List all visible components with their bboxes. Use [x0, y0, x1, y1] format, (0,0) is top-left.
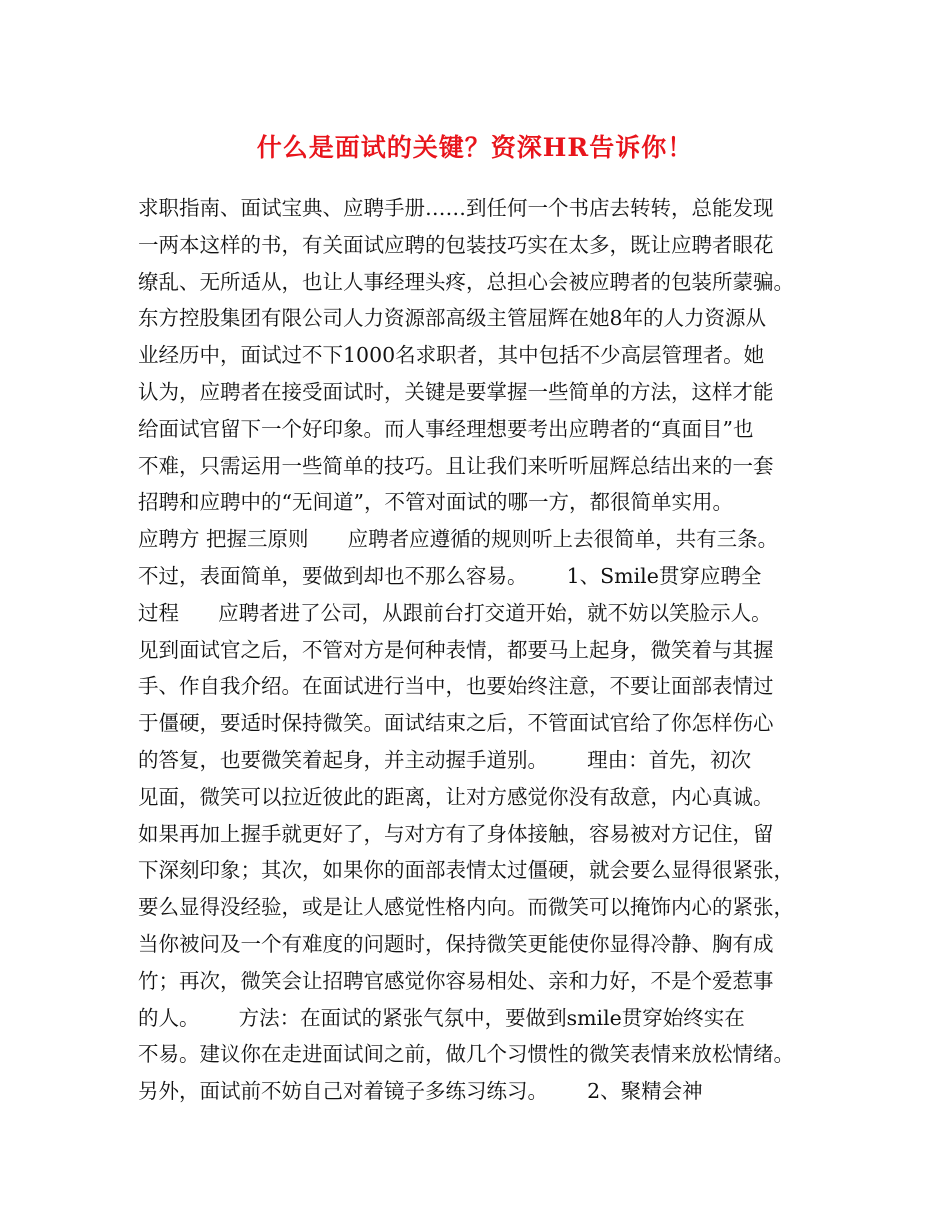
body-line: 如果再加上握手就更好了，与对方有了身体接触，容易被对方记住，留	[138, 821, 774, 846]
body-line: 当你被问及一个有难度的问题时，保持微笑更能使你显得冷静、胸有成	[138, 931, 774, 956]
body-line: 手、作自我介绍。在面试进行当中，也要始终注意，不要让面部表情过	[138, 674, 774, 699]
body-line: 不易。建议你在走进面试间之前，做几个习惯性的微笑表情来放松情绪。	[138, 1042, 794, 1067]
body-line: 求职指南、面试宝典、应聘手册……到任何一个书店去转转，总能发现	[138, 196, 774, 220]
body-line: 下深刻印象；其次，如果你的面部表情太过僵硬，就会要么显得很紧张，	[138, 858, 794, 883]
body-line: 认为，应聘者在接受面试时，关键是要掌握一些简单的方法，这样才能	[138, 379, 774, 404]
body-line: 要么显得没经验，或是让人感觉性格内向。而微笑可以掩饰内心的紧张，	[138, 895, 794, 920]
body-line: 不过，表面简单，要做到却也不那么容易。 1、Smile贯穿应聘全	[138, 563, 762, 588]
body-line: 于僵硬，要适时保持微笑。面试结束之后，不管面试官给了你怎样伤心	[138, 711, 774, 736]
document-body	[138, 190, 828, 1110]
body-line: 东方控股集团有限公司人力资源部高级主管屈辉在她8年的人力资源从	[138, 306, 767, 331]
body-line: 的人。 方法：在面试的紧张气氛中，要做到smile贯穿始终实在	[138, 1005, 745, 1030]
body-line: 过程 应聘者进了公司，从跟前台打交道开始，就不妨以笑脸示人。	[138, 600, 772, 625]
body-line: 缭乱、无所适从，也让人事经理头疼，总担心会被应聘者的包装所蒙骗。	[138, 269, 794, 294]
body-line: 不难，只需运用一些简单的技巧。且让我们来听听屈辉总结出来的一套	[138, 453, 774, 478]
body-line: 业经历中，面试过不下1000名求职者，其中包括不少高层管理者。她	[138, 343, 765, 368]
body-line: 给面试官留下一个好印象。而人事经理想要考出应聘者的“真面目”也	[138, 416, 754, 441]
body-line: 应聘方 把握三原则 应聘者应遵循的规则听上去很简单，共有三条。	[138, 527, 779, 552]
body-line: 招聘和应聘中的“无间道”，不管对面试的哪一方，都很简单实用。	[138, 490, 733, 515]
body-line: 见到面试官之后，不管对方是何种表情，都要马上起身，微笑着与其握	[138, 637, 774, 662]
body-line: 另外，面试前不妨自己对着镜子多练习练习。 2、聚精会神	[138, 1079, 703, 1104]
body-line: 竹；再次，微笑会让招聘官感觉你容易相处、亲和力好，不是个爱惹事	[138, 968, 774, 993]
body-line: 一两本这样的书，有关面试应聘的包装技巧实在太多，既让应聘者眼花	[138, 232, 774, 257]
body-line: 的答复，也要微笑着起身，并主动握手道别。 理由：首先，初次	[138, 747, 752, 772]
document-title: 什么是面试的关键？资深HR告诉你！	[256, 133, 694, 162]
body-line: 见面，微笑可以拉近彼此的距离，让对方感觉你没有敌意，内心真诚。	[138, 784, 774, 809]
